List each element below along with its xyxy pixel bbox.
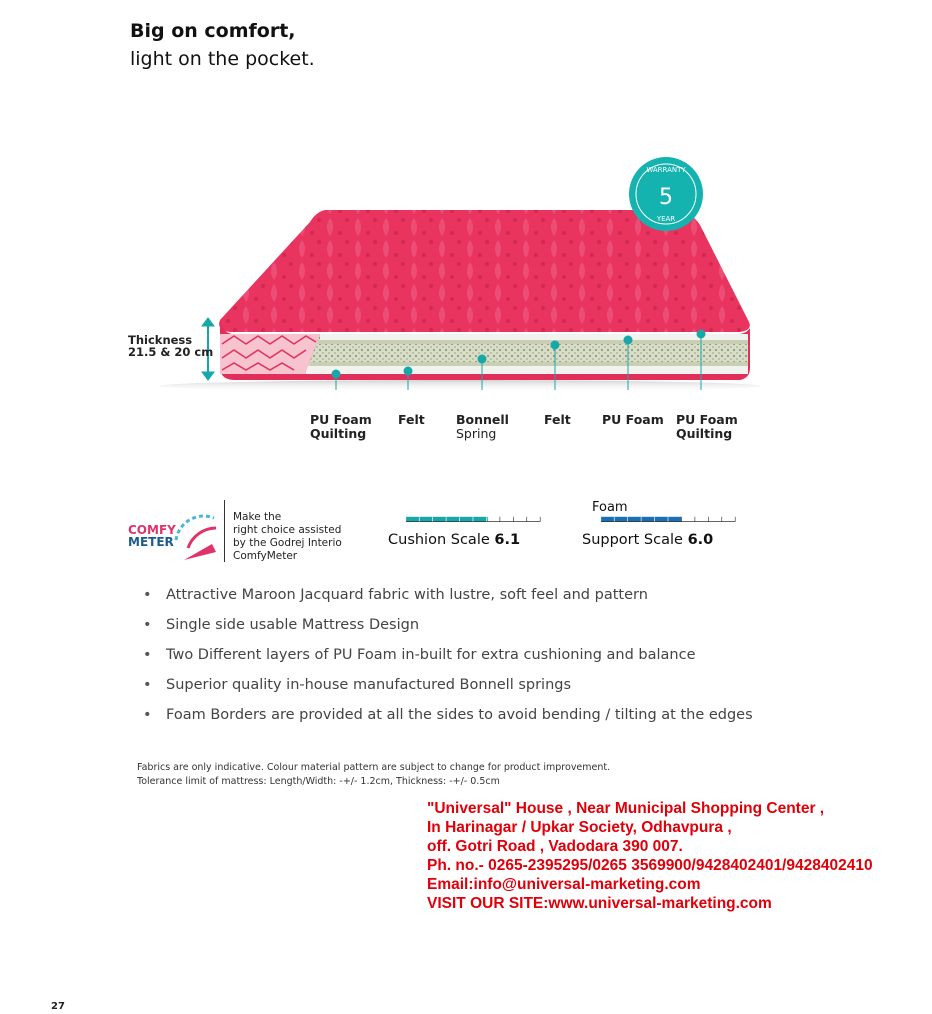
felt-layer-top bbox=[316, 340, 748, 344]
comfy-logo-line-2: METER bbox=[128, 535, 174, 549]
headline-line-1: Big on comfort, bbox=[130, 20, 296, 42]
warranty-bottom-text: YEAR bbox=[656, 215, 676, 223]
mattress-shadow bbox=[160, 380, 760, 390]
layer-label-pu-foam-quilting: PU Foam Quilting bbox=[310, 412, 372, 441]
note-tolerance: Tolerance limit of mattress: Length/Width: -+/- 1.2cm, Thickness: -+/- 0.5cm bbox=[137, 776, 500, 787]
address-line-3: off. Gotri Road , Vadodara 390 007. bbox=[427, 838, 683, 855]
support-scale-caption: Foam bbox=[592, 500, 628, 515]
comfy-divider bbox=[224, 500, 225, 562]
foam-layer-bottom bbox=[306, 366, 748, 374]
scale-fill bbox=[406, 517, 488, 522]
support-scale-label: Support Scale 6.0 bbox=[582, 532, 714, 548]
address-line-2: In Harinagar / Upkar Society, Odhavpura , bbox=[427, 819, 732, 836]
thickness-value: 21.5 & 20 cm bbox=[128, 345, 214, 359]
warranty-number: 5 bbox=[659, 185, 673, 210]
quilted-edge bbox=[220, 334, 320, 374]
feature-item: • Superior quality in-house manufactured Bonnell springs bbox=[143, 676, 767, 695]
page-number: 27 bbox=[51, 1001, 65, 1012]
address-phone: Ph. no.- 0265-2395295/0265 3569900/9428402401/9428402410 bbox=[427, 857, 873, 874]
headline-line-2: light on the pocket. bbox=[130, 48, 315, 70]
address-email: Email:info@universal-marketing.com bbox=[427, 876, 701, 893]
felt-layer-bottom bbox=[310, 362, 748, 366]
comfy-meter-text: Make the right choice assisted by the Godrej Interio ComfyMeter bbox=[233, 511, 342, 562]
feature-list bbox=[143, 586, 767, 736]
mattress-illustration bbox=[120, 150, 760, 390]
comfy-logo-line-1: COMFY bbox=[128, 523, 176, 537]
comfy-meter-logo bbox=[126, 506, 222, 562]
address-line-1: "Universal" House , Near Municipal Shopping Center , bbox=[427, 800, 825, 817]
warranty-badge bbox=[629, 157, 703, 231]
address-website[interactable]: VISIT OUR SITE:www.universal-marketing.com bbox=[427, 895, 772, 912]
feature-item: • Single side usable Mattress Design bbox=[143, 616, 767, 635]
layer-label-bonnell-spring: Bonnell Spring bbox=[456, 412, 509, 441]
feature-item: • Attractive Maroon Jacquard fabric with lustre, soft feel and pattern bbox=[143, 586, 767, 605]
layer-label-pu-foam: PU Foam bbox=[602, 412, 664, 427]
thickness-label bbox=[128, 334, 213, 358]
thickness-title: Thickness bbox=[128, 333, 193, 347]
warranty-top-text: WARRANTY bbox=[646, 166, 686, 174]
support-scale-bar bbox=[583, 516, 753, 524]
note-fabric: Fabrics are only indicative. Colour material pattern are subject to change for product improvement. bbox=[137, 762, 611, 773]
feature-item: • Foam Borders are provided at all the sides to avoid bending / tilting at the edges bbox=[143, 706, 767, 725]
layer-label-pu-foam-quilting-2: PU Foam Quilting bbox=[676, 412, 738, 441]
foam-layer-top bbox=[320, 334, 748, 340]
feature-item: • Two Different layers of PU Foam in-built for extra cushioning and balance bbox=[143, 646, 767, 665]
cushion-scale-bar bbox=[388, 516, 558, 524]
layer-label-felt: Felt bbox=[398, 412, 425, 427]
cushion-scale-label: Cushion Scale 6.1 bbox=[388, 532, 521, 548]
layer-label-felt-2: Felt bbox=[544, 412, 571, 427]
